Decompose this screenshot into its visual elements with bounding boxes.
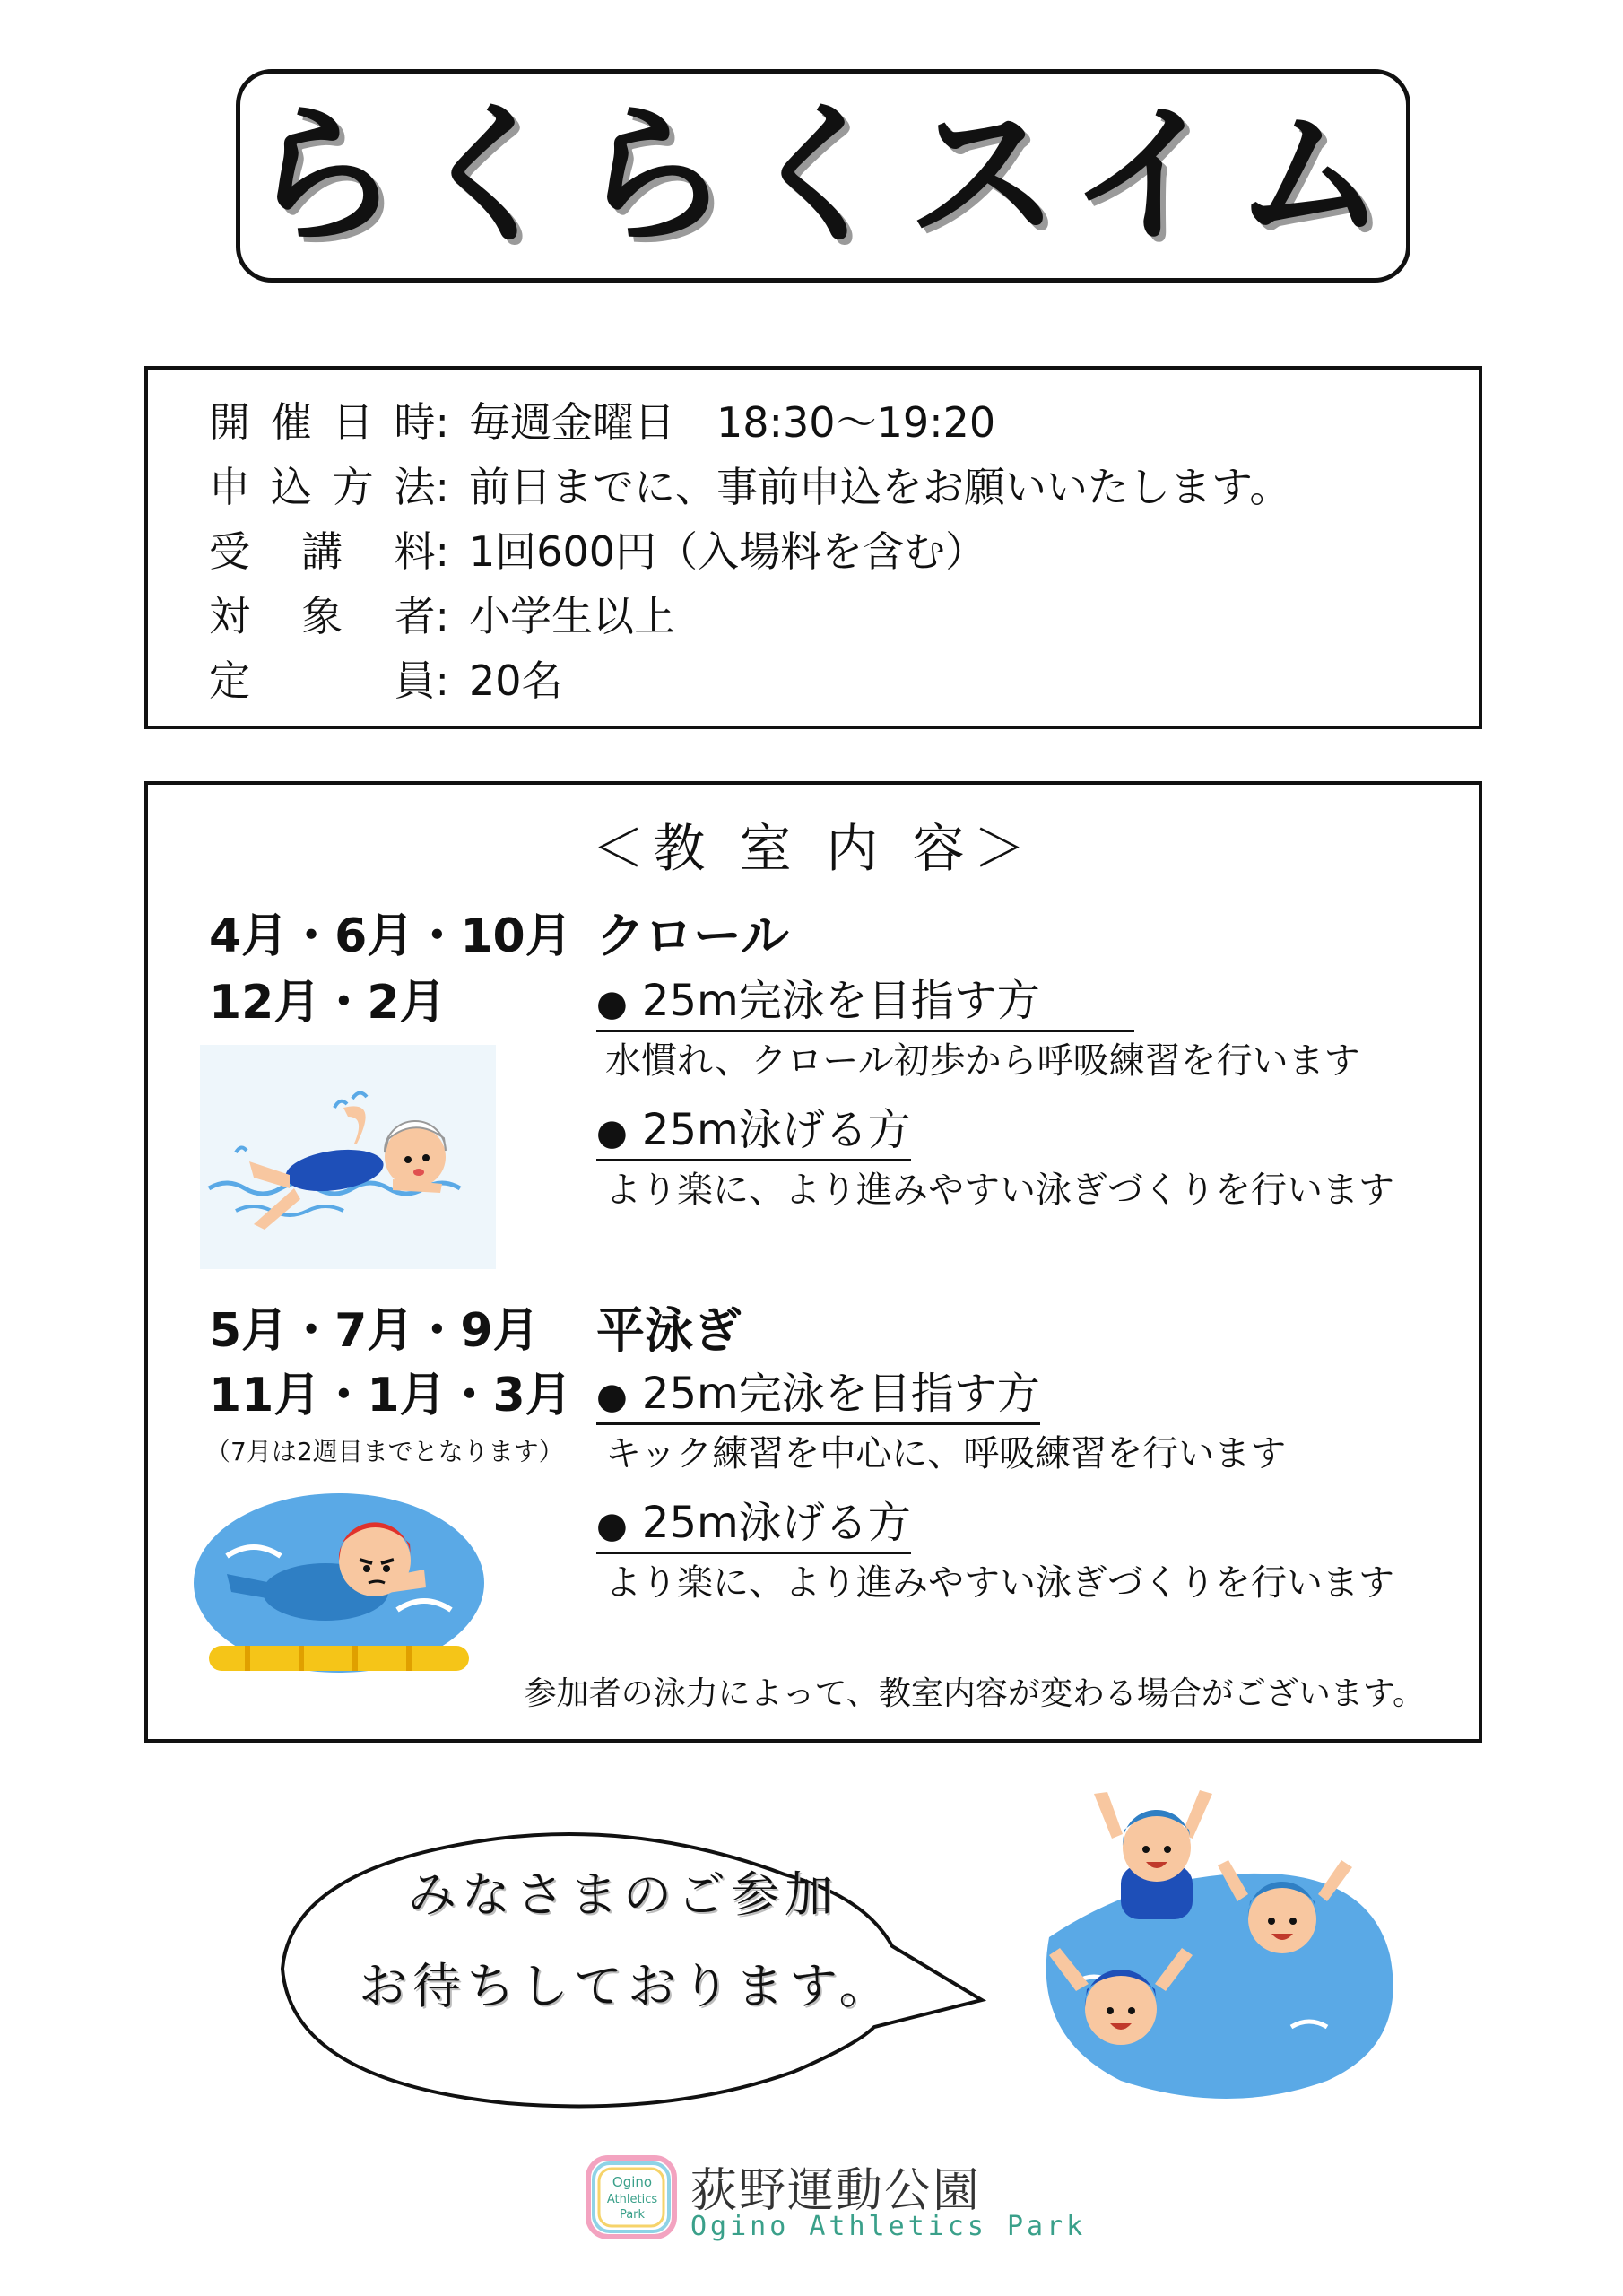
park-logo-icon bbox=[583, 2152, 681, 2242]
breast-months-line1: 5月・7月・9月 bbox=[209, 1304, 540, 1358]
info-value: 20名 bbox=[469, 657, 563, 705]
page-title: らくらくスイム bbox=[247, 87, 1400, 265]
crawl-target-advanced: ● 25m泳げる方 bbox=[596, 1095, 911, 1161]
info-row-fee bbox=[209, 522, 986, 576]
breast-target-advanced: ● 25m泳げる方 bbox=[596, 1488, 911, 1554]
breast-desc-beginner: キック練習を中心に、呼吸練習を行います bbox=[605, 1433, 1287, 1474]
info-label: 定 員: bbox=[209, 657, 449, 705]
logo-badge-line-2: Athletics bbox=[606, 2193, 658, 2206]
crawl-months-line1: 4月・6月・10月 bbox=[209, 909, 572, 963]
breast-stroke-title: 平泳ぎ bbox=[596, 1302, 742, 1359]
park-name: 荻野運動公園 bbox=[690, 2164, 982, 2218]
crawl-stroke-title: クロール bbox=[596, 908, 789, 964]
info-label: 受 講 料: bbox=[209, 527, 449, 576]
bullet-icon: ● bbox=[596, 1112, 628, 1153]
info-box bbox=[144, 366, 1482, 729]
logo-badge-line-3: Park bbox=[619, 2208, 646, 2222]
info-label: 開 催 日 時: bbox=[209, 398, 449, 447]
crawl-desc-beginner: 水慣れ、クロール初歩から呼吸練習を行います bbox=[605, 1040, 1360, 1082]
info-value: 毎週金曜日 18:30～19:20 bbox=[469, 398, 996, 447]
crawl-target-beginner: ● 25m完泳を目指す方 bbox=[596, 966, 1134, 1032]
breast-desc-advanced: より楽に、より進みやすい泳ぎづくりを行います bbox=[605, 1562, 1394, 1604]
logo-badge-line-1: Ogino bbox=[612, 2174, 653, 2190]
bubble-line-1: みなさまのご参加 bbox=[408, 1866, 838, 1923]
info-row-application bbox=[209, 457, 1290, 511]
info-value: 前日までに、事前申込をお願いいたします。 bbox=[469, 463, 1291, 511]
kids-swimming-illustration bbox=[1022, 1785, 1408, 2117]
info-value: 1回600円（入場料を含む） bbox=[469, 527, 987, 576]
bullet-icon: ● bbox=[596, 1376, 628, 1417]
info-row-datetime bbox=[209, 393, 995, 447]
breast-swimmer-illustration bbox=[191, 1484, 487, 1691]
info-row-eligibility bbox=[209, 587, 675, 640]
footnote: 参加者の泳力によって、教室内容が変わる場合がございます。 bbox=[524, 1675, 1425, 1712]
info-label: 対 象 者: bbox=[209, 592, 449, 640]
breast-july-note: （7月は2週目までとなります） bbox=[205, 1437, 564, 1466]
breast-target-beginner: ● 25m完泳を目指す方 bbox=[596, 1359, 1040, 1425]
crawl-swimmer-illustration bbox=[200, 1045, 496, 1269]
info-label: 申 込 方 法: bbox=[209, 463, 449, 511]
breast-months-line2: 11月・1月・3月 bbox=[209, 1369, 572, 1422]
bullet-icon: ● bbox=[596, 1505, 628, 1546]
crawl-desc-advanced: より楽に、より進みやすい泳ぎづくりを行います bbox=[605, 1170, 1394, 1211]
bubble-line-2: お待ちしております。 bbox=[359, 1958, 893, 2014]
info-value: 小学生以上 bbox=[469, 592, 675, 640]
title-frame bbox=[236, 69, 1410, 283]
crawl-months-line2: 12月・2月 bbox=[209, 976, 447, 1030]
info-row-capacity bbox=[209, 651, 563, 705]
class-content-box bbox=[144, 781, 1482, 1743]
park-name-en: Ogino Athletics Park bbox=[690, 2211, 1087, 2242]
park-logo-badge bbox=[583, 2152, 681, 2242]
class-content-heading: ＜教 室 内 容＞ bbox=[592, 818, 1035, 879]
bullet-icon: ● bbox=[596, 983, 628, 1024]
